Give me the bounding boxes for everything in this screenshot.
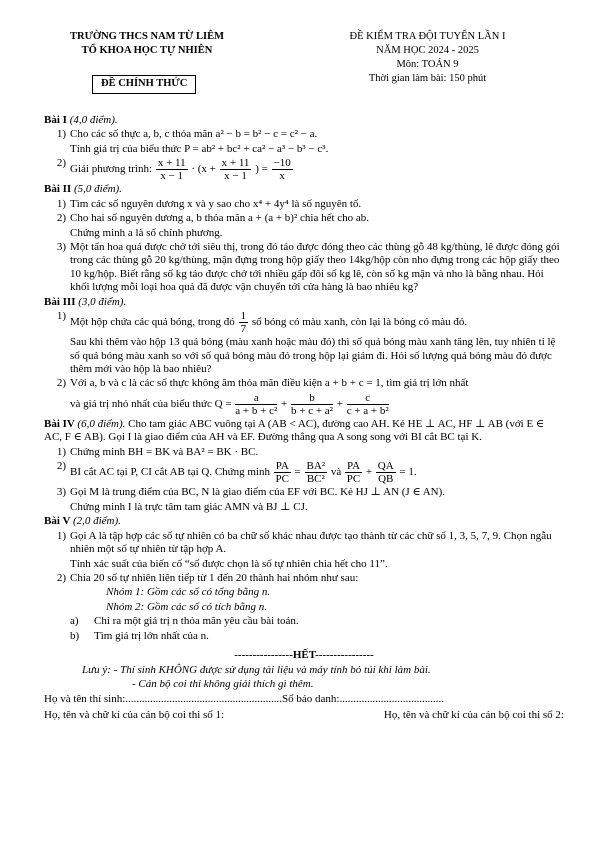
equation-fraction: $\frac{-10}{x}$ xyxy=(273,157,291,183)
question-2-2-task: Chứng minh a là số chính phương. xyxy=(70,226,223,239)
question-2-2: 2) Cho hai số nguyên dương a, b thỏa mãn a + (a + b)² chia hết cho ab. xyxy=(56,212,370,225)
equation-fraction: $\frac{x + 11}{x - 1}$ xyxy=(221,157,250,183)
question-5-2-a: a) Chỉ ra một giá trị n thỏa mãn yêu cầu bài toán. xyxy=(70,615,299,628)
question-5-1: 1) Gọi A là tập hợp các số tự nhiên có ba chữ số khác nhau được tạo thành từ các chữ số 1, 3, 5, 7, 9. Chọn ngẫu nhiên một số tự nhiên từ tập hợp A. xyxy=(56,529,552,556)
exam-time: Thời gian làm bài: 150 phút xyxy=(368,73,487,84)
equation-fraction: $\frac{x + 11}{x - 1}$ xyxy=(157,157,186,183)
question-3-2: 2) Với a, b và c là các số thực không âm thỏa mãn điều kiện a + b + c = 1, tìm giá trị lớn nhất xyxy=(56,377,469,390)
question-4-3-task: Chứng minh I là trực tâm tam giác AMN và BJ ⊥ CJ. xyxy=(70,500,308,513)
question-2-3: 3) Một tấn hoa quả được chở tới siêu thị, trong đó táo được đóng theo các thùng gỗ 48 kg/thùng, lê được đóng gói trong các thùng gỗ 20 kg/thùng, mận đựng trong hộp giấy theo 14kg/hộp còn nho đựng trong các hộp giấy theo 10 kg/hộp. Biết rằng số kg táo được chở tới nhiều gấp đôi số kg lê, còn số kg mận và nho là bằng nhau. Hỏi khối lượng mỗi loại hoa quả đã được vận chuyển tới cửa hàng là bao nhiêu kg? xyxy=(56,241,560,294)
school-year: NĂM HỌC 2024 - 2025 xyxy=(376,45,479,56)
question-1-2: 2) Giải phương trình: $\frac{x + 11}{x - 1}$ · (x + $\frac{x + 11}{x - 1}$ ) = $\frac{-10}{x}$ xyxy=(56,157,291,183)
group-1: Nhóm 1: Gồm các số có tổng bằng n. xyxy=(106,586,271,599)
section-4-heading: Bài IV (6,0 điểm). xyxy=(44,418,126,431)
header xyxy=(0,30,593,110)
question-3-2-expression: và giá trị nhỏ nhất của biểu thức Q = $\frac{a}{\text{a + b + c²}}$ + $\frac{b}{\text{b + c + a²}}$ + $\frac{c}{\text{c + a + b²}}$ xyxy=(70,391,389,417)
question-2-1: 1) Tìm các số nguyên dương x và y sao cho x⁴ + 4y⁴ là số nguyên tố. xyxy=(56,197,362,210)
question-1-1: 1) Cho các số thực a, b, c thỏa mãn a² − b = b² − c = c² − a. xyxy=(56,128,318,141)
section-2-heading: Bài II (5,0 điểm). xyxy=(44,183,122,196)
section-5-heading: Bài V (2,0 điểm). xyxy=(44,515,121,528)
question-5-1-task: Tính xác suất của biến cố “số được chọn là số tự nhiên chia hết cho 11”. xyxy=(70,557,388,570)
question-4-1: 1) Chứng minh BH = BK và BA² = BK · BC. xyxy=(56,445,259,458)
question-3-1-task: Sau khi thêm vào hộp 13 quả bóng (màu xanh hoặc màu đỏ) thì số quả bóng màu xanh tăng lên, tuy nhiên tỉ lệ số quả bóng màu xanh so với số quả bóng màu đỏ trong hộp lại giảm đi. Hỏi số lượng quả bóng màu đỏ được thêm mới vào hộp là bao nhiêu? xyxy=(70,336,556,376)
question-5-2: 2) Chia 20 số tự nhiên liên tiếp từ 1 đến 20 thành hai nhóm như sau: xyxy=(56,571,359,584)
question-4-intro: Cho tam giác ABC vuông tại A (AB < AC), đường cao AH. Kẻ HE ⊥ AC, HF ⊥ AB (với E ∈ AC, F ∈ AB). Gọi I là giao điểm của AH và EF. Đường thẳng qua A song song với BI cắt BC tại K. xyxy=(44,418,545,444)
subject: Môn: TOÁN 9 xyxy=(396,59,459,70)
official-label: ĐỀ CHÍNH THỨC xyxy=(92,75,196,94)
invigilator-1: Họ, tên và chữ kí của cán bộ coi thi số 1: xyxy=(44,708,225,721)
invigilator-2: Họ, tên và chữ kí của cán bộ coi thi số 2: xyxy=(383,708,564,721)
group-2: Nhóm 2: Gồm các số có tích bằng n. xyxy=(106,600,268,613)
invigilator-line xyxy=(44,709,564,722)
question-4-2: 2) BI cắt AC tại P, CI cắt AB tại Q. Chứng minh $\frac{PA}{PC}$ = $\frac{\text{BA²}}{\text{BC²}}$ và $\frac{PA}{PC}$ + $\frac{QA}{QB}$ = 1. xyxy=(56,460,417,486)
fraction-one-seventh: $\frac{1}{7}$ xyxy=(240,310,247,336)
department-name: TỔ KHOA HỌC TỰ NHIÊN xyxy=(81,45,213,56)
note-line-1: Lưu ý: - Thí sinh KHÔNG được sử dụng tài liệu và máy tính bỏ túi khi làm bài. xyxy=(82,664,431,677)
question-3-1: 1) Một hộp chứa các quả bóng, trong đó $\frac{1}{7}$ số bóng có màu xanh, còn lại là bóng có màu đỏ. xyxy=(56,310,468,336)
question-4-3: 3) Gọi M là trung điểm của BC, N là giao điểm của EF với BC. Kẻ HJ ⊥ AN (J ∈ AN). xyxy=(56,486,446,499)
exam-body xyxy=(44,113,564,722)
end-marker: ----------------HẾT---------------- xyxy=(234,648,374,661)
school-name: TRƯỜNG THCS NAM TỪ LIÊM xyxy=(69,31,224,42)
question-1-1-task: Tính giá trị của biểu thức P = ab² + bc² + ca² − a³ − b³ − c³. xyxy=(70,142,329,155)
section-3-heading: Bài III (3,0 điểm). xyxy=(44,295,127,308)
section-1-heading: Bài I (4,0 điểm). xyxy=(44,114,118,126)
candidate-info-line: Họ và tên thí sinh:.........................................................Số báo danh:...................................... xyxy=(44,693,444,706)
exam-title: ĐỀ KIỂM TRA ĐỘI TUYỂN LẦN I xyxy=(349,31,506,42)
note-line-2: - Cán bộ coi thi không giải thích gì thêm. xyxy=(132,677,314,690)
question-5-2-b: b) Tìm giá trị lớn nhất của n. xyxy=(70,629,209,642)
